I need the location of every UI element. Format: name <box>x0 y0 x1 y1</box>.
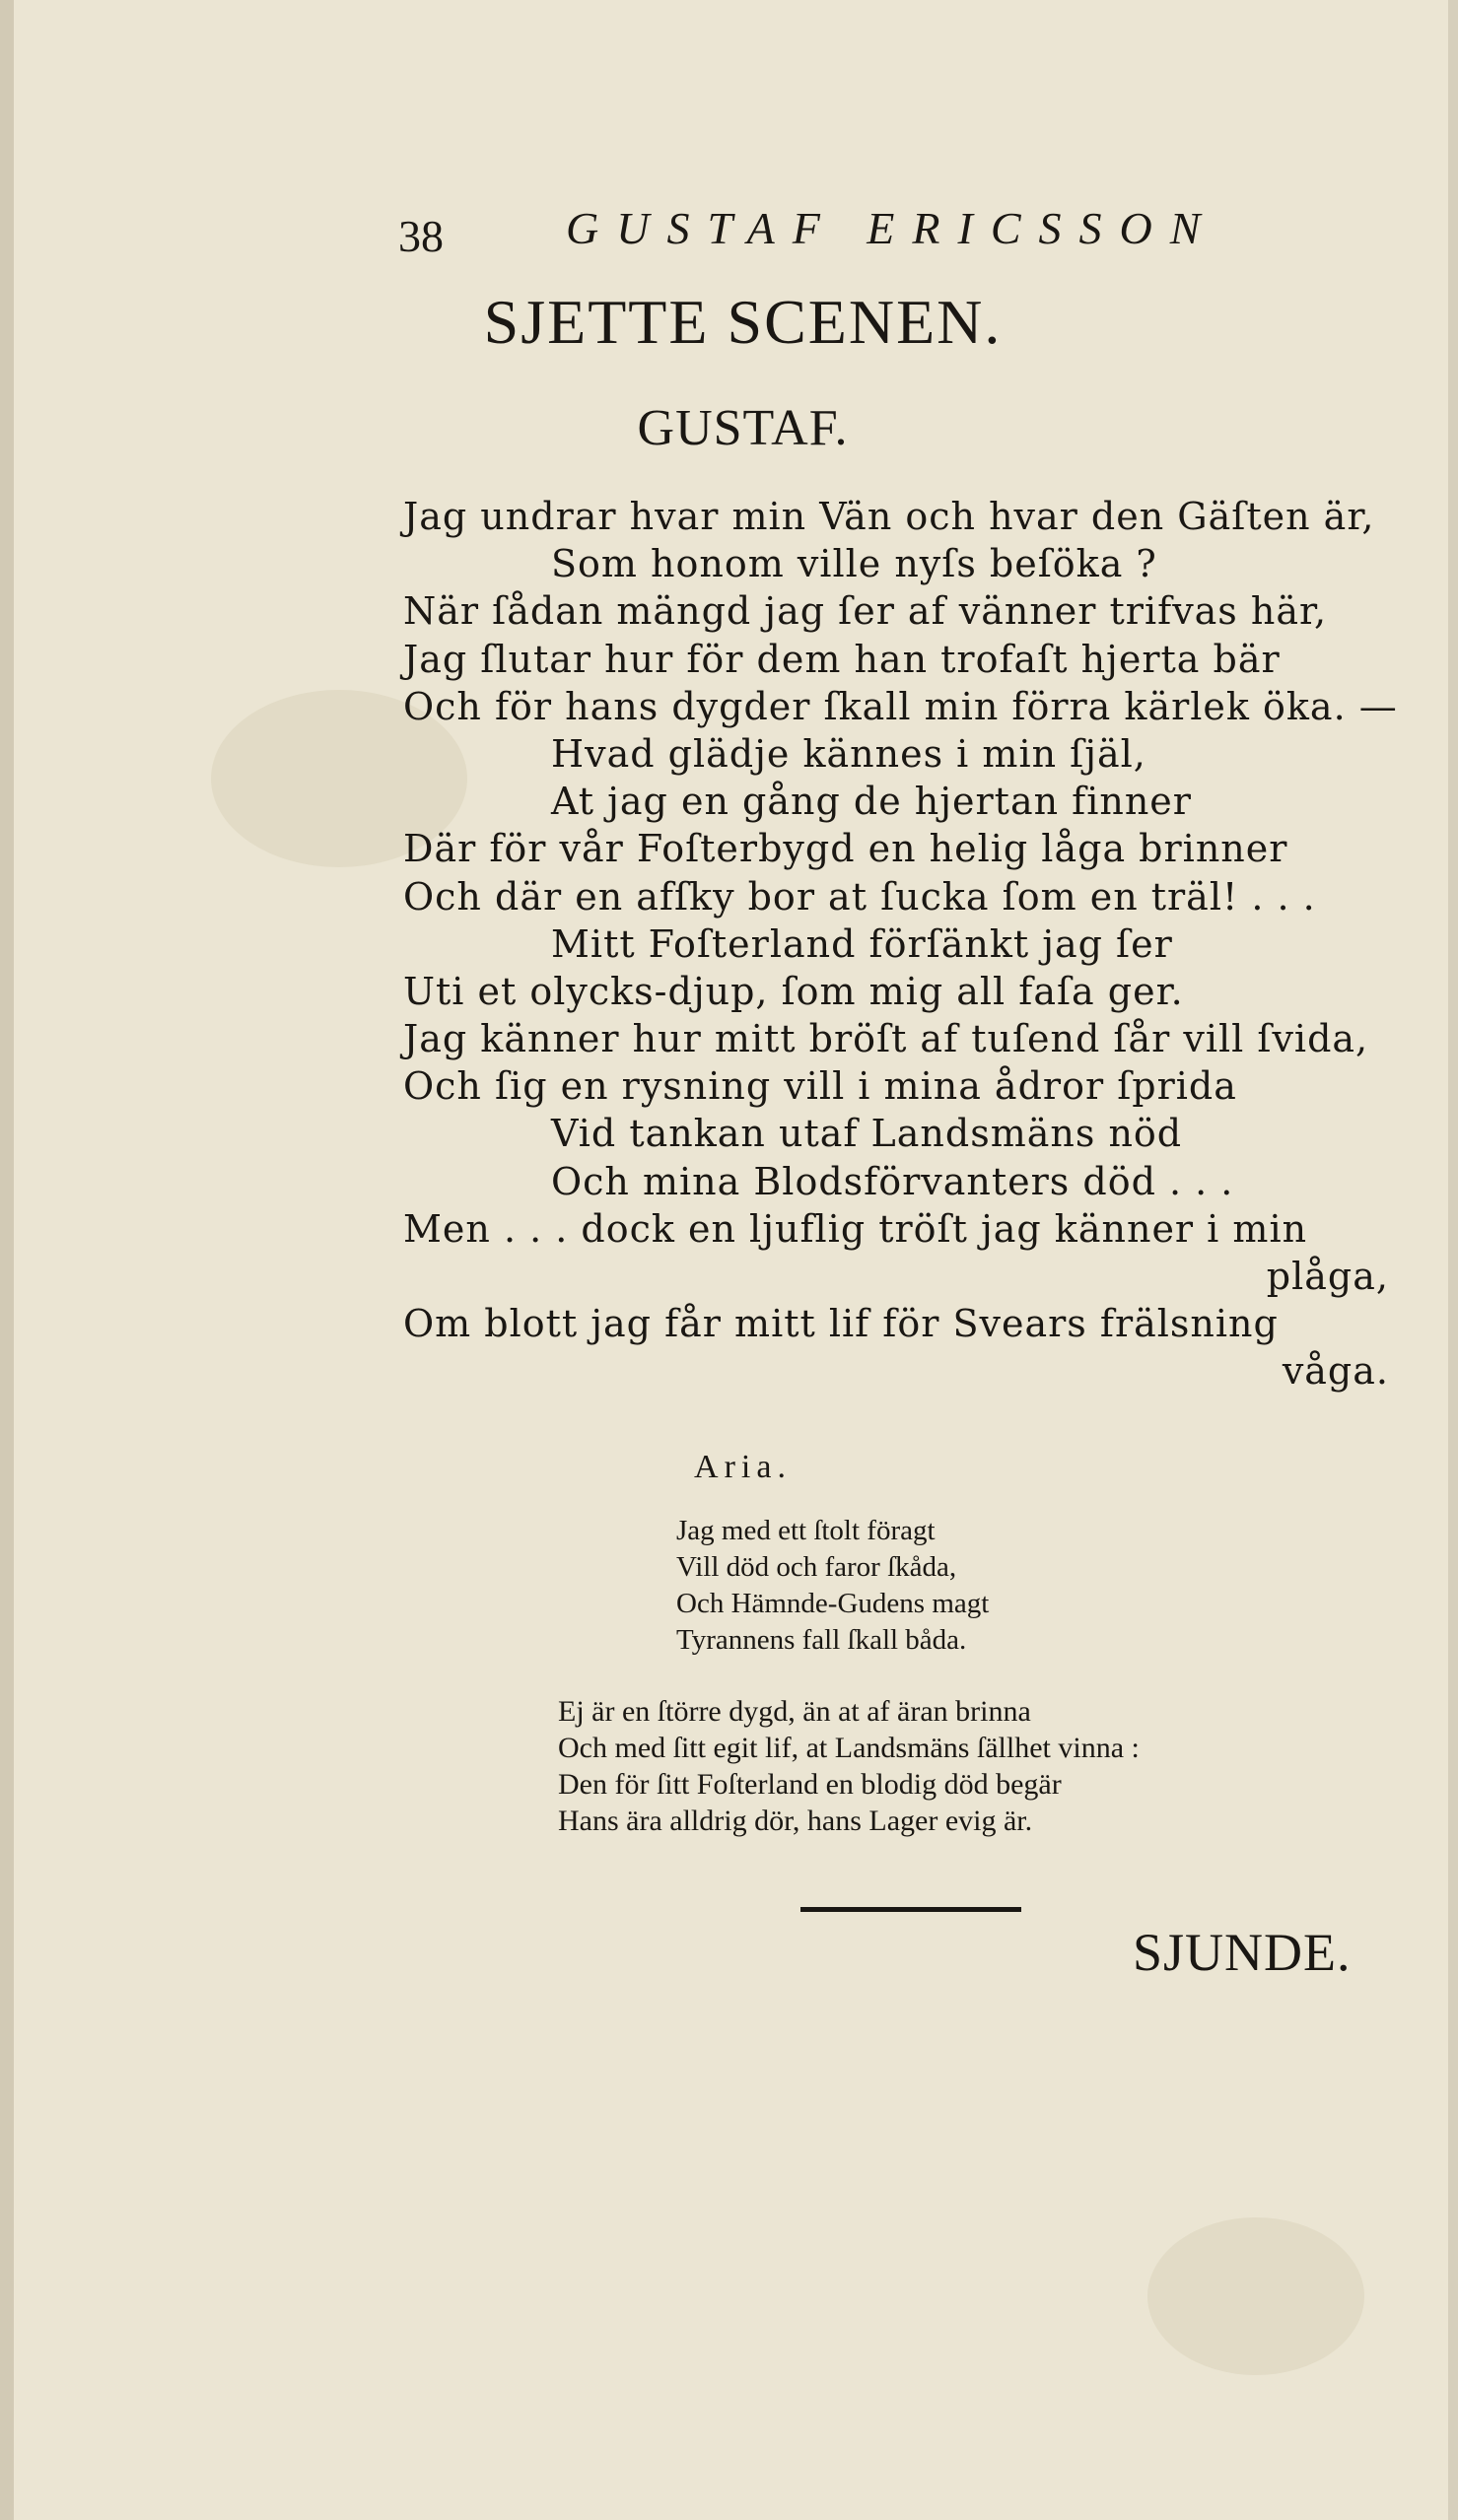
aria-heading: Aria. <box>694 1449 792 1485</box>
verse-line: Jag känner hur mitt bröſt af tuſend ſår vill ſvida, <box>403 1017 1369 1061</box>
aria-line: Och Hämnde-Gudens magt <box>676 1588 990 1619</box>
verse-line: Som honom ville nyſs beſöka ? <box>551 542 1157 586</box>
verse-line: Och mina Blodsförvanters död . . . <box>551 1159 1234 1203</box>
speaker-name: GUSTAF. <box>637 400 849 456</box>
page-number: 38 <box>398 211 444 261</box>
verse-line: Jag ſlutar hur för dem han trofaſt hjerta bär <box>403 637 1281 681</box>
verse-line: Och för hans dygder ſkall min förra kärlek öka. — <box>403 684 1398 728</box>
verse-line: Där för vår Foſterbygd en helig låga brinner <box>403 827 1288 871</box>
aria-closing-line: Hans ära alldrig dör, hans Lager evig är. <box>558 1805 1033 1837</box>
verse-line-turnover: våga. <box>1282 1349 1389 1394</box>
verse-line: Jag undrar hvar min Vän och hvar den Gäſten är, <box>403 495 1375 538</box>
verse-line: Och ſig en rysning vill i mina ådror ſprida <box>403 1064 1237 1109</box>
aria-closing-line: Den för ſitt Foſterland en blodig död begär <box>558 1768 1062 1801</box>
verse-line: Om blott jag får mitt lif för Svears frälsning <box>403 1302 1279 1346</box>
aria-line: Tyrannens fall ſkall båda. <box>676 1624 967 1656</box>
verse-line: Hvad glädje kännes i min ſjäl, <box>551 731 1146 776</box>
verse-line: At jag en gång de hjertan finner <box>551 780 1192 824</box>
verse-line: Vid tankan utaf Landsmäns nöd <box>551 1112 1183 1156</box>
verse-line: Uti et olycks-djup, ſom mig all faſa ger. <box>403 969 1184 1013</box>
verse-block <box>403 493 1409 1396</box>
running-head <box>398 202 1285 271</box>
scene-title: SJETTE SCENEN. <box>483 287 1003 357</box>
verse-line: Men . . . dock en ljuflig tröſt jag känner i min <box>403 1206 1308 1251</box>
verse-line-turnover: plåga, <box>1266 1255 1389 1298</box>
aria-line: Vill död och faror ſkåda, <box>676 1551 957 1583</box>
verse-line: När ſådan mängd jag ſer af vänner trifvas här, <box>403 589 1328 634</box>
paper-stain <box>1147 2217 1364 2375</box>
section-rule <box>800 1907 1021 1912</box>
aria-closing-line: Och med ſitt egit lif, at Landsmäns ſällhet vinna : <box>558 1732 1140 1764</box>
aria-line: Jag med ett ſtolt föragt <box>676 1515 936 1546</box>
verse-line: Mitt Foſterland förſänkt jag ſer <box>551 921 1173 966</box>
aria-closing-line: Ej är en ſtörre dygd, än at af äran brinna <box>558 1695 1031 1728</box>
catchword: SJUNDE. <box>1133 1923 1352 1982</box>
verse-line: Och där en afſky bor at ſucka ſom en träl! . . . <box>403 874 1316 919</box>
aria-closing-stanza <box>558 1693 1140 1839</box>
aria-stanza <box>676 1513 989 1659</box>
running-title: GUSTAF ERICSSON <box>566 203 1218 253</box>
